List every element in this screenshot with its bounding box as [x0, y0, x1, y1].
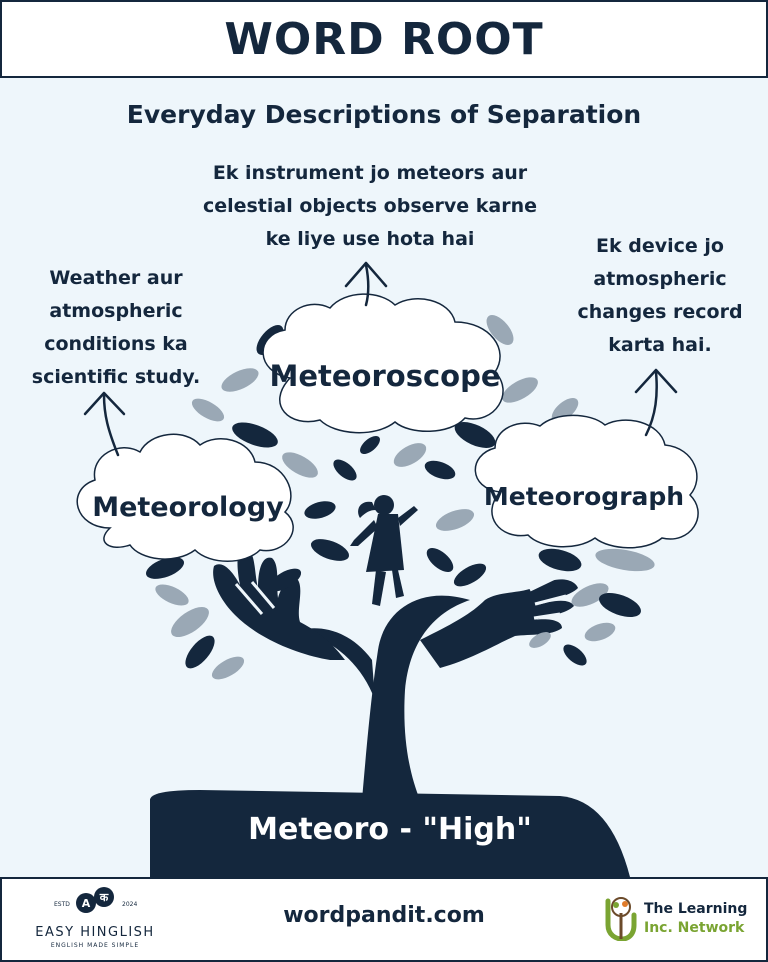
website-link[interactable]: wordpandit.com: [283, 903, 485, 928]
left-hand-icon: [213, 548, 345, 660]
logo-name: EASY HINGLISH: [35, 925, 155, 940]
description-meteoroscope: Ek instrument jo meteors aur celestial objects observe karne ke liye use hota hai: [202, 162, 538, 250]
root-label: Meteoro - "High": [248, 812, 532, 847]
word-meteorograph: Meteorograph: [483, 482, 685, 511]
word-meteorology: Meteorology: [92, 492, 284, 523]
logo-line-1: The Learning: [644, 901, 748, 917]
learning-inc-network-logo: [602, 893, 762, 945]
chat-bubble-icon-a: A: [76, 893, 96, 913]
tree-logo-icon: [602, 895, 642, 941]
word-meteoroscope: Meteoroscope: [269, 359, 501, 393]
description-meteorograph: Ek device jo atmospheric changes record karta hai.: [577, 235, 743, 356]
child-figure-icon: [350, 495, 418, 606]
subtitle: Everyday Descriptions of Separation: [126, 100, 642, 129]
page-title: WORD ROOT: [224, 13, 544, 65]
description-meteorology: Weather aur atmospheric conditions ka scientific study.: [31, 267, 201, 388]
right-hand-icon: [420, 578, 578, 668]
logo-year: 2024: [122, 901, 138, 908]
footer-bar: [0, 877, 768, 962]
logo-tagline: ENGLISH MADE SIMPLE: [50, 942, 140, 949]
arrow-up-icon-meteorology: [85, 393, 124, 455]
logo-line-2: Inc. Network: [644, 920, 745, 936]
chat-bubble-icon-ka: क: [94, 887, 114, 907]
logo-estd: ESTD: [54, 901, 70, 908]
